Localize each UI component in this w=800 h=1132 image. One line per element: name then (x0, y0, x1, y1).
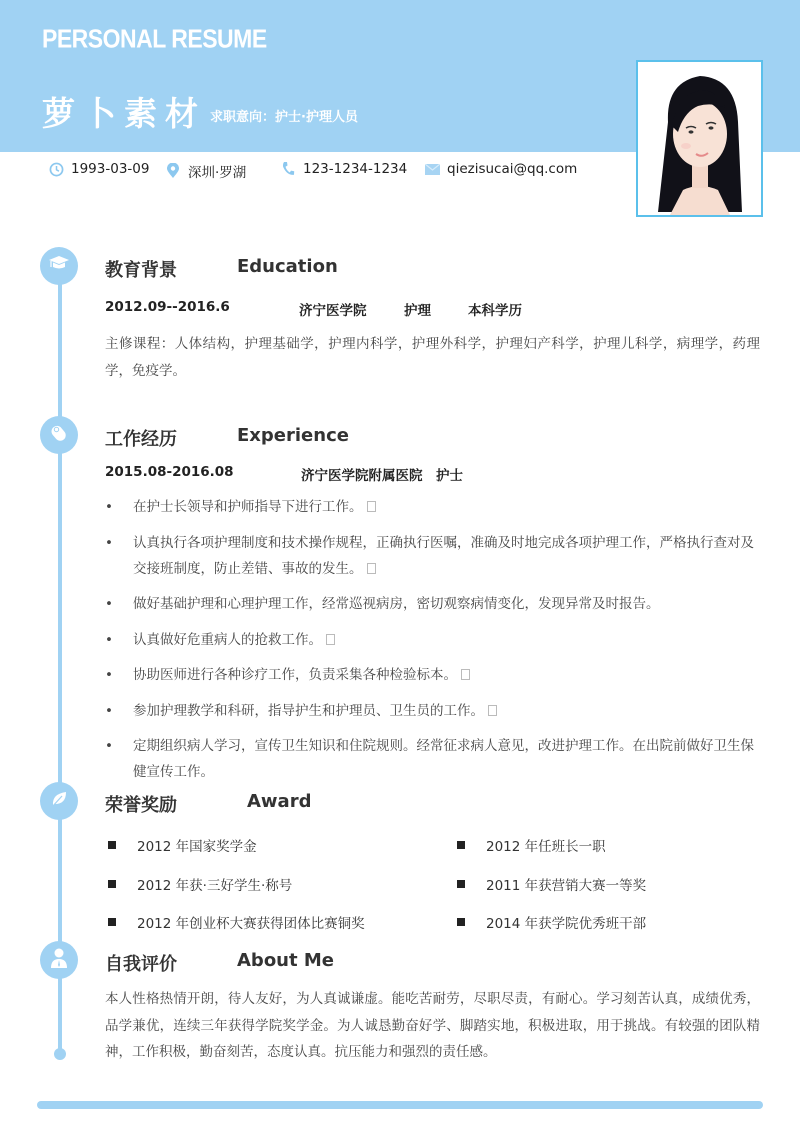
avatar-illustration (638, 62, 761, 215)
award-item: 2012 年国家奖学金 (108, 835, 257, 855)
square-bullet-icon (108, 841, 116, 849)
award-item: 2014 年获学院优秀班干部 (457, 912, 646, 932)
duty-item: • 做好基础护理和心理护理工作，经常巡视病房，密切观察病情变化，发现异常及时报告。 (105, 591, 765, 617)
duty-item: • 认真执行各项护理制度和技术操作规程，正确执行医嘱，准确及时地完成各项护理工作，严格执行查对及交接班制度，防止差错、事故的发生。 (105, 530, 765, 582)
award-item: 2012 年获·三好学生·称号 (108, 874, 292, 894)
profile-photo (636, 60, 763, 217)
missing-glyph (461, 669, 470, 680)
email-value: qiezisucai@qq.com (447, 161, 578, 177)
award-item: 2011 年获营销大赛一等奖 (457, 874, 646, 894)
phone-value: 123-1234-1234 (303, 161, 408, 177)
experience-period: 2015.08-2016.08 (105, 464, 234, 480)
awards-section-icon (40, 782, 78, 820)
duty-item: • 在护士长领导和护师指导下进行工作。 (105, 494, 765, 520)
mouse-icon (49, 423, 69, 447)
experience-duties (105, 494, 765, 795)
job-intent: 求职意向：护士·护理人员 (210, 110, 358, 125)
education-school: 济宁医学院 (299, 303, 367, 319)
awards-title-en: Award (247, 791, 312, 812)
about-section-icon (40, 941, 78, 979)
experience-employer-role: 济宁医学院附属医院 护士 (301, 468, 463, 484)
square-bullet-icon (457, 841, 465, 849)
contact-birthday (48, 161, 149, 177)
contact-phone[interactable] (280, 161, 407, 177)
duty-item: • 认真做好危重病人的抢救工作。 (105, 627, 765, 653)
about-title-cn: 自我评价 (105, 954, 177, 975)
square-bullet-icon (457, 880, 465, 888)
location-pin-icon (165, 163, 181, 179)
contact-email[interactable] (424, 161, 577, 177)
education-title-en: Education (237, 256, 338, 277)
about-text: 本人性格热情开朗，待人友好，为人真诚谦虚。能吃苦耐劳，尽职尽责，有耐心。学习刻苦认真，成绩优秀，品学兼优，连续三年获得学院奖学金。为人诚恳勤奋好学、脚踏实地，积极进取，用于挑战。有较强的团队精神，工作积极，勤奋刻苦，态度认真。抗压能力和强烈的责任感。 (105, 991, 760, 1060)
timeline-line (58, 266, 62, 1054)
leaf-icon (49, 789, 69, 813)
education-period: 2012.09--2016.6 (105, 299, 230, 315)
awards-title-cn: 荣誉奖励 (105, 795, 177, 816)
footer-bar (37, 1101, 763, 1109)
award-item: 2012 年创业杯大赛获得团体比赛铜奖 (108, 912, 365, 932)
missing-glyph (488, 705, 497, 716)
experience-section-icon (40, 416, 78, 454)
missing-glyph (326, 634, 335, 645)
square-bullet-icon (108, 918, 116, 926)
location-value: 深圳·罗湖 (188, 165, 247, 181)
education-courses: 主修课程：人体结构，护理基础学，护理内科学，护理外科学，护理妇产科学，护理儿科学，病理学，药理学，免疫学。 (105, 336, 760, 379)
graduation-cap-icon (48, 255, 70, 277)
missing-glyph (367, 563, 376, 574)
clock-icon (48, 161, 64, 177)
education-degree: 本科学历 (468, 303, 522, 319)
award-item: 2012 年任班长一职 (457, 835, 606, 855)
square-bullet-icon (108, 880, 116, 888)
mail-icon (424, 161, 440, 177)
candidate-name: 萝卜素材 (42, 94, 206, 133)
education-major: 护理 (404, 303, 431, 319)
square-bullet-icon (457, 918, 465, 926)
person-icon (49, 947, 69, 973)
phone-icon (280, 161, 296, 177)
about-title-en: About Me (237, 950, 334, 971)
duty-item: • 定期组织病人学习，宣传卫生知识和住院规则。经常征求病人意见，改进护理工作。在出院前做好卫生保健宣传工作。 (105, 733, 765, 785)
resume-title: PERSONAL RESUME (42, 24, 267, 54)
duty-item: • 参加护理教学和科研，指导护生和护理员、卫生员的工作。 (105, 698, 765, 724)
experience-title-en: Experience (237, 425, 349, 446)
duty-item: • 协助医师进行各种诊疗工作，负责采集各种检验标本。 (105, 662, 765, 688)
birthday-value: 1993-03-09 (71, 161, 150, 177)
timeline-end-dot (54, 1048, 66, 1060)
missing-glyph (367, 501, 376, 512)
experience-title-cn: 工作经历 (105, 429, 177, 450)
contact-location (165, 161, 246, 181)
education-section-icon (40, 247, 78, 285)
education-title-cn: 教育背景 (105, 260, 177, 281)
